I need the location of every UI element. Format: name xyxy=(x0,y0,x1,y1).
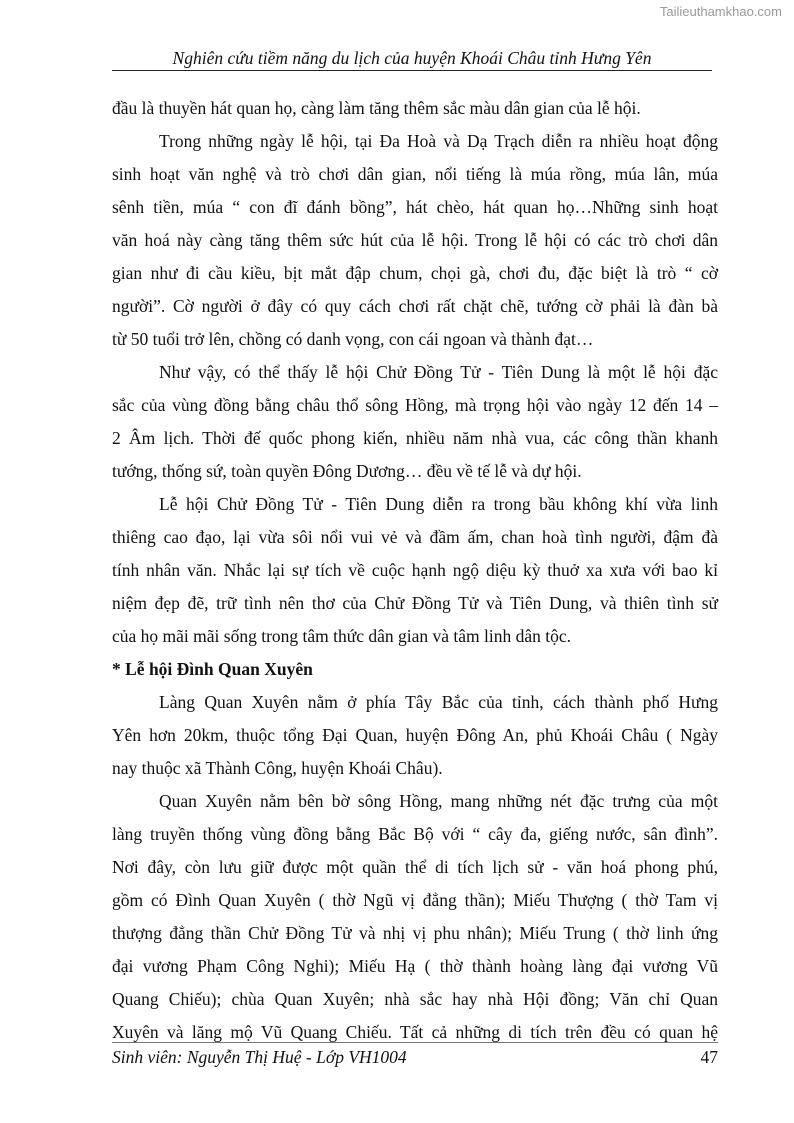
text-line: Quan Xuyên nằm bên bờ sông Hồng, mang những nét đặc trưng của một xyxy=(159,791,718,811)
text-line: thiêng cao đạo, lại vừa sôi nổi vui vẻ và đầm ấm, chan hoà tình người, đậm đà xyxy=(112,527,718,547)
text-line: của họ mãi mãi sống trong tâm thức dân gian và tâm linh dân tộc. xyxy=(112,626,572,646)
paragraph xyxy=(112,356,718,488)
text-line: Yên hơn 20km, thuộc tổng Đại Quan, huyện Đông An, phủ Khoái Châu ( Ngày xyxy=(112,725,718,745)
text-line: Xuyên và lăng mộ Vũ Quang Chiếu. Tất cả những di tích trên đều có quan hệ xyxy=(112,1022,718,1042)
text-line: Làng Quan Xuyên nằm ở phía Tây Bắc của tỉnh, cách thành phố Hưng xyxy=(159,692,718,712)
text-line: Nơi đây, còn lưu giữ được một quần thể di tích lịch sử - văn hoá phong phú, xyxy=(112,857,718,877)
text-line: thượng đẳng thần Chử Đồng Tử và nhị vị phu nhân); Miếu Trung ( thờ linh ứng xyxy=(112,923,718,943)
text-line: Trong những ngày lễ hội, tại Đa Hoà và Dạ Trạch diễn ra nhiều hoạt động xyxy=(159,131,718,151)
text-line: tướng, thống sứ, toàn quyền Đông Dương… đều về tế lễ và dự hội. xyxy=(112,461,582,481)
paragraph xyxy=(112,686,718,785)
text-line: Lễ hội Chử Đồng Tử - Tiên Dung diễn ra trong bầu không khí vừa linh xyxy=(159,494,718,514)
text-line: người”. Cờ người ở đây có quy cách chơi rất chặt chẽ, tướng cờ phải là đàn bà xyxy=(112,296,718,316)
watermark: Tailieuthamkhao.com xyxy=(659,4,782,19)
text-line: gian như đi cầu kiều, bịt mắt đập chum, chọi gà, chơi đu, đặc biệt là trò “ cờ xyxy=(112,263,718,283)
paragraph xyxy=(112,488,718,653)
section-heading: * Lễ hội Đình Quan Xuyên xyxy=(112,659,313,679)
text-line: sinh hoạt văn nghệ và trò chơi dân gian, nổi tiếng là múa rồng, múa lân, múa xyxy=(112,164,718,184)
paragraph xyxy=(112,92,718,125)
page-header xyxy=(112,46,712,71)
text-line: gồm có Đình Quan Xuyên ( thờ Ngũ vị đẳng thần); Miếu Thượng ( thờ Tam vị xyxy=(112,890,718,910)
text-line: Như vậy, có thể thấy lễ hội Chử Đồng Tử - Tiên Dung là một lễ hội đặc xyxy=(159,362,718,382)
page-footer xyxy=(112,1042,718,1067)
text-line: Quang Chiếu); chùa Quan Xuyên; nhà sắc hay nhà Hội đồng; Văn chỉ Quan xyxy=(112,989,718,1009)
footer-student: Sinh viên: Nguyễn Thị Huệ - Lớp VH1004 xyxy=(112,1047,407,1067)
text-line: nay thuộc xã Thành Công, huyện Khoái Châu). xyxy=(112,758,443,778)
text-line: từ 50 tuổi trở lên, chồng có danh vọng, con cái ngoan và thành đạt… xyxy=(112,329,594,349)
page-number: 47 xyxy=(700,1047,718,1067)
header-title: Nghiên cứu tiềm năng du lịch của huyện Khoái Châu tỉnh Hưng Yên xyxy=(172,48,652,68)
text-line: đại vương Phạm Công Nghi); Miếu Hạ ( thờ thành hoàng làng đại vương Vũ xyxy=(112,956,718,976)
paragraph xyxy=(112,125,718,356)
text-line: đầu là thuyền hát quan họ, càng làm tăng thêm sắc màu dân gian của lễ hội. xyxy=(112,98,641,118)
text-line: sắc của vùng đồng bằng châu thổ sông Hồng, mà trọng hội vào ngày 12 đến 14 – xyxy=(112,395,718,415)
text-line: niệm đẹp đẽ, trữ tình nên thơ của Chử Đồng Tử và Tiên Dung, và thiên tình sử xyxy=(112,593,718,613)
paragraph xyxy=(112,785,718,1049)
text-line: sênh tiền, múa “ con đĩ đánh bồng”, hát chèo, hát quan họ…Những sinh hoạt xyxy=(112,197,718,217)
text-line: văn hoá này càng tăng thêm sức hút của lễ hội. Trong lễ hội có các trò chơi dân xyxy=(112,230,718,250)
text-line: 2 Âm lịch. Thời đế quốc phong kiến, nhiều năm nhà vua, các công thần khanh xyxy=(112,428,718,448)
text-line: tính nhân văn. Nhắc lại sự tích về cuộc hạnh ngộ diệu kỳ thuở xa xưa với bao kỉ xyxy=(112,560,718,580)
text-line: làng truyền thống vùng đồng bằng Bắc Bộ với “ cây đa, giếng nước, sân đình”. xyxy=(112,824,718,844)
document-body xyxy=(112,92,718,1049)
